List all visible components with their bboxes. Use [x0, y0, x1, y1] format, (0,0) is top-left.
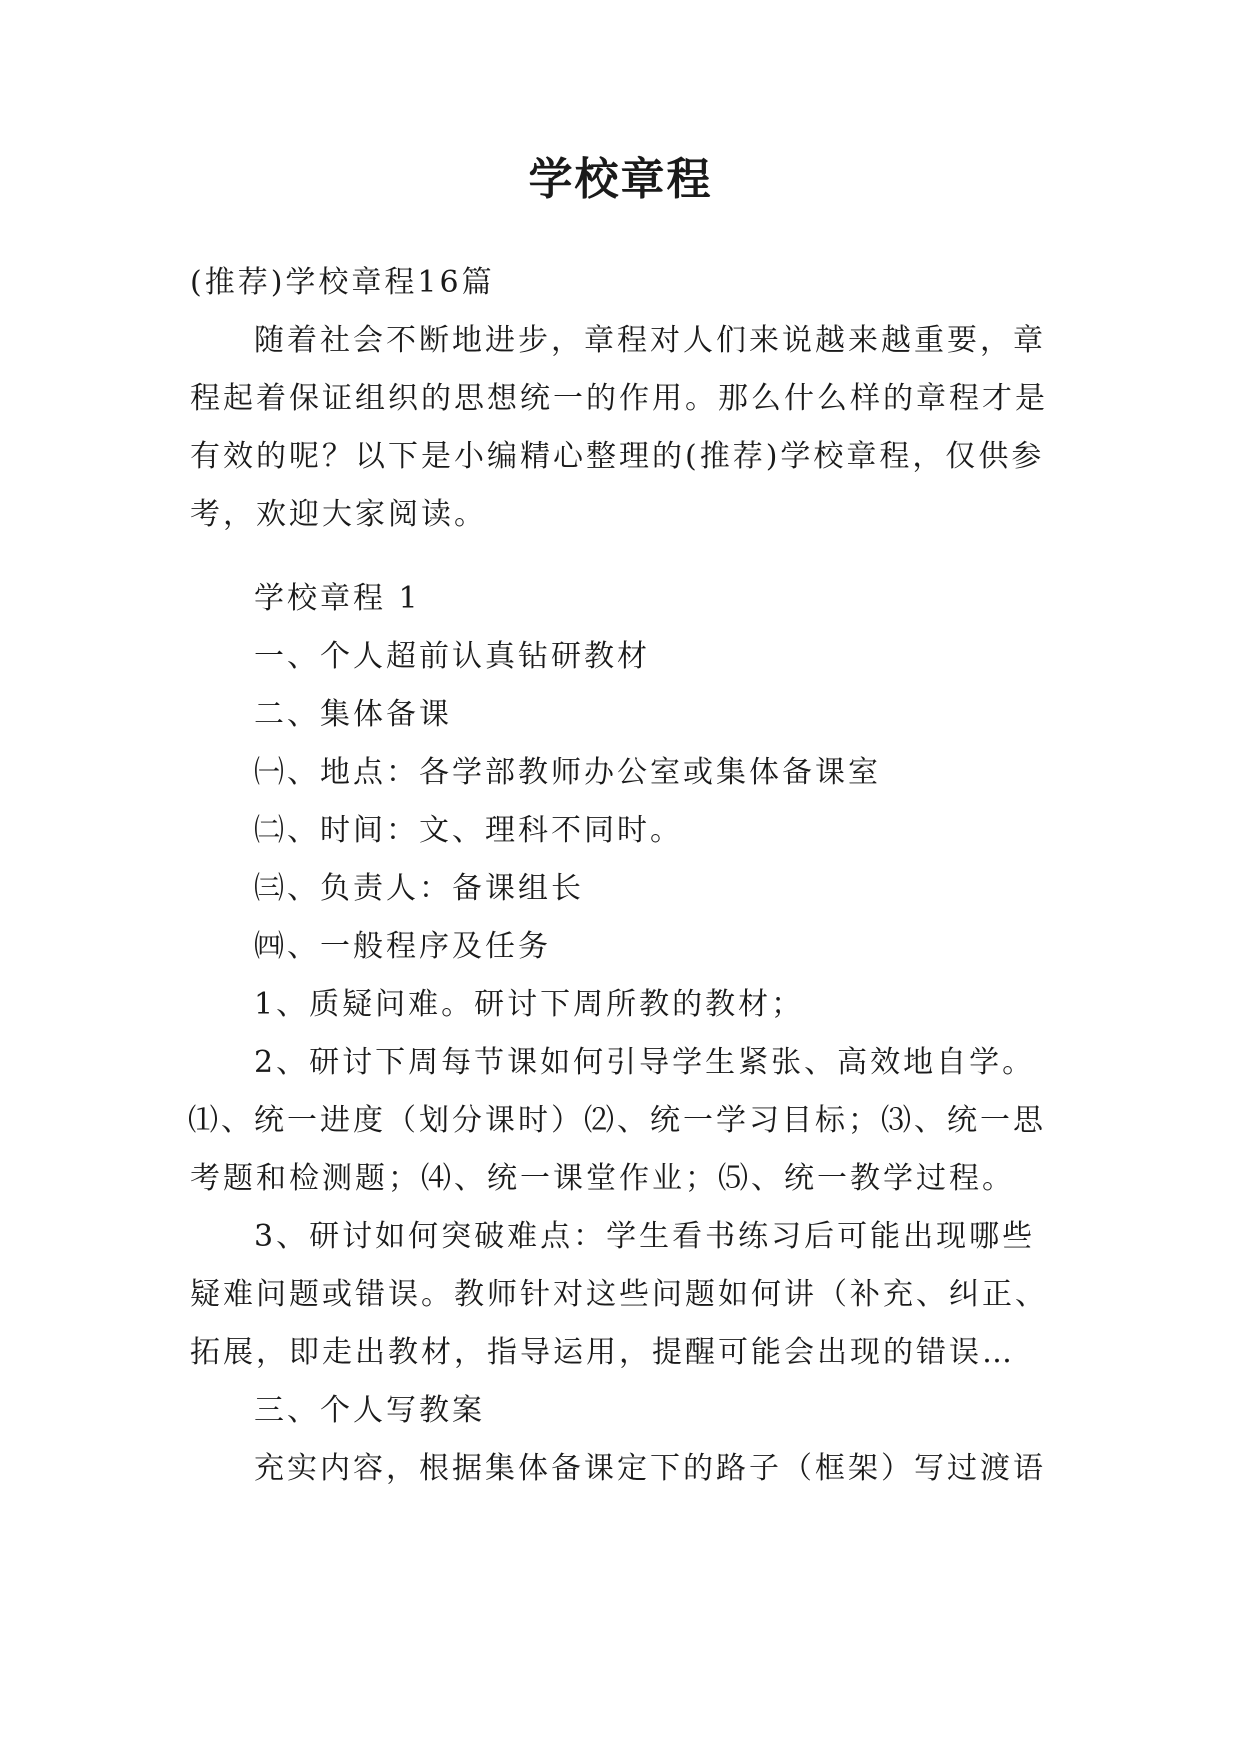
intro-line: 随着社会不断地进步，章程对人们来说越来越重要，章: [254, 323, 1046, 358]
content-line: 3、研讨如何突破难点：学生看书练习后可能出现哪些: [254, 1219, 1036, 1254]
content-line: ⑴、统一进度（划分课时）⑵、统一学习目标；⑶、统一思: [188, 1103, 1046, 1138]
content-line: ㈡、时间：文、理科不同时。: [254, 813, 683, 848]
intro-line: 有效的呢？以下是小编精心整理的(推荐)学校章程，仅供参: [190, 439, 1045, 474]
document-title: 学校章程: [528, 154, 713, 205]
content-line: 充实内容，根据集体备课定下的路子（框架）写过渡语: [254, 1451, 1046, 1486]
intro-line: 程起着保证组织的思想统一的作用。那么什么样的章程才是: [190, 381, 1048, 416]
content-line: 疑难问题或错误。教师针对这些问题如何讲（补充、纠正、: [190, 1277, 1048, 1312]
content-line: 1、质疑问难。研讨下周所教的教材；: [254, 987, 805, 1022]
content-line: 一、个人超前认真钻研教材: [254, 639, 650, 674]
content-line: 三、个人写教案: [254, 1393, 485, 1428]
intro-line: 考，欢迎大家阅读。: [190, 497, 487, 532]
content-line: 考题和检测题；⑷、统一课堂作业；⑸、统一教学过程。: [190, 1161, 1015, 1196]
content-line: 2、研讨下周每节课如何引导学生紧张、高效地自学。: [254, 1045, 1036, 1080]
content-line: 拓展，即走出教材，指导运用，提醒可能会出现的错误…: [190, 1335, 1015, 1370]
document-subtitle: (推荐)学校章程16篇: [190, 265, 495, 300]
content-line: ㈠、地点：各学部教师办公室或集体备课室: [254, 755, 881, 790]
section-heading: 学校章程 1: [254, 581, 421, 616]
content-line: ㈢、负责人：备课组长: [254, 871, 584, 906]
content-line: ㈣、一般程序及任务: [254, 929, 551, 964]
content-line: 二、集体备课: [254, 697, 452, 732]
